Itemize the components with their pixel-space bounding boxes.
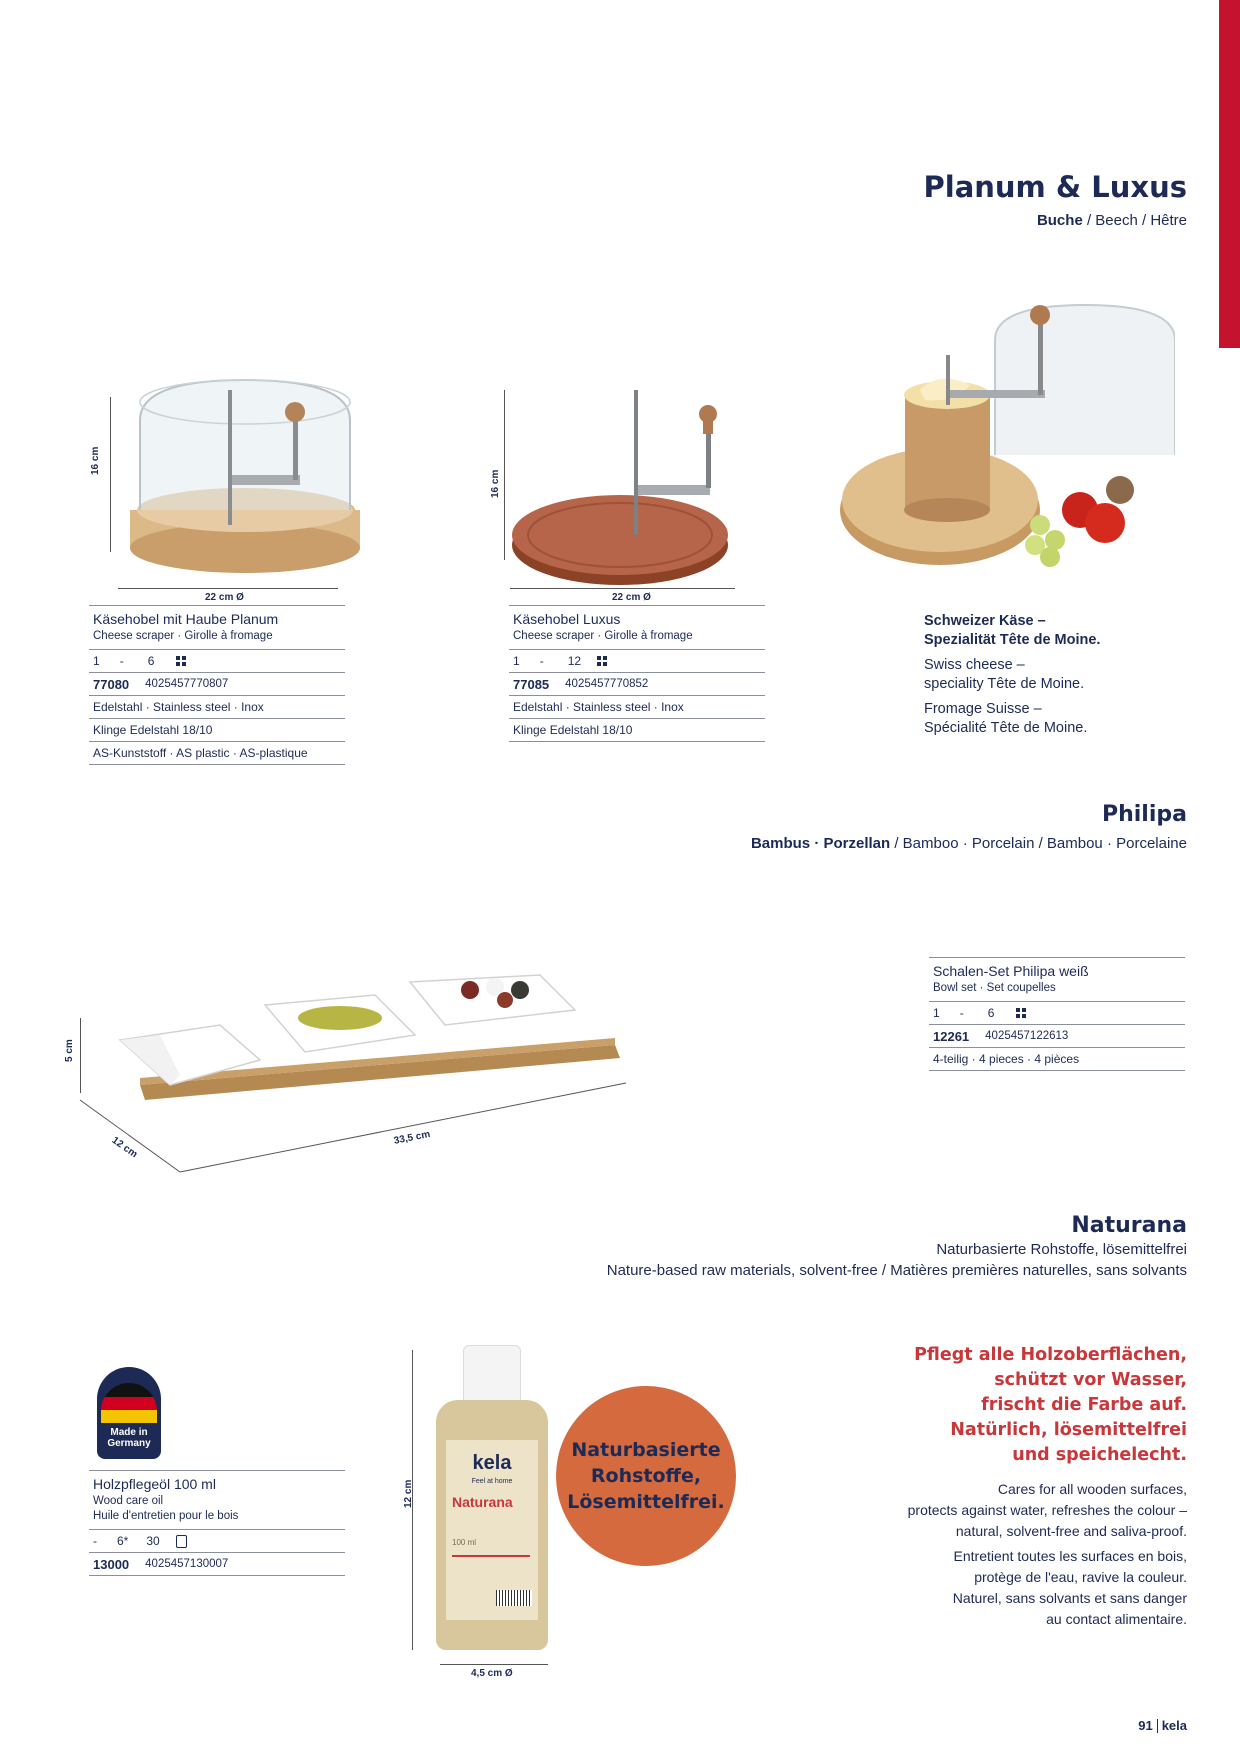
ean-code: 4025457770852: [565, 678, 649, 690]
product-title: Käsehobel Luxus: [509, 605, 765, 629]
spec-material: Edelstahl · Stainless steel · Inox: [93, 700, 264, 714]
ean-code: 4025457130007: [145, 1558, 229, 1570]
note-de-line1: Schweizer Käse –: [924, 613, 1046, 629]
footer-brand-logo: kela: [1161, 1718, 1187, 1733]
product-title: Schalen-Set Philipa weiß: [929, 957, 1185, 981]
dimension-width-naturana: 4,5 cm Ø: [471, 1668, 513, 1679]
dimension-height-philipa: 5 cm: [64, 1039, 75, 1062]
page-footer: [1138, 1718, 1187, 1733]
bottle-name: Naturana: [452, 1494, 513, 1510]
dimension-width-planum: 22 cm Ø: [205, 592, 244, 603]
material-rest: / Beech / Hêtre: [1082, 212, 1187, 229]
dimension-height-luxus: 16 cm: [490, 469, 501, 498]
article-row: [89, 1552, 345, 1576]
qty-min: 1: [933, 1006, 940, 1020]
claim-line: Naturel, sans solvants et sans danger: [952, 1590, 1187, 1606]
article-number: 77085: [513, 676, 550, 692]
qty-min: -: [93, 1534, 97, 1548]
note-en-line2: speciality Tête de Moine.: [924, 676, 1085, 692]
spec-plastic: AS-Kunststoff · AS plastic · AS-plastique: [93, 746, 308, 760]
dimension-width-luxus: 22 cm Ø: [612, 592, 651, 603]
quantity-row: [89, 649, 345, 672]
product-card-naturana: [89, 1470, 345, 1576]
section-subtitle-philipa: [751, 835, 1187, 852]
qty-separator: -: [119, 654, 124, 668]
section-subtitle-planum: [1037, 212, 1187, 229]
material-primary: Bambus · Porzellan: [750, 835, 891, 852]
spec-row: [929, 1047, 1185, 1071]
material-rest: / Bamboo · Porcelain / Bambou · Porcelaine: [890, 835, 1187, 852]
dimension-depth-philipa: 12 cm: [109, 1135, 140, 1161]
product-card-luxus: [509, 605, 765, 742]
claims-en: [908, 1479, 1187, 1542]
note-de-line2: Spezialität Tête de Moine.: [924, 632, 1101, 648]
dimension-height-planum: 16 cm: [90, 446, 101, 475]
qty-separator: -: [539, 654, 544, 668]
qty-min: 1: [93, 654, 100, 668]
quantity-row: [929, 1001, 1185, 1024]
product-title: Käsehobel mit Haube Planum: [89, 605, 345, 629]
product-card-planum: [89, 605, 345, 765]
section-title-planum: Planum & Luxus: [923, 170, 1187, 204]
claim-line: frischt die Farbe auf.: [981, 1395, 1187, 1415]
article-row: [509, 672, 765, 695]
qty-pack: 12: [567, 654, 582, 668]
qty-pack: 6: [147, 654, 155, 668]
claims-fr: [953, 1546, 1187, 1630]
product-desc-fr: Huile d'entretien pour le bois: [93, 1510, 239, 1522]
material-primary: Buche: [1036, 212, 1083, 229]
claim-line: protège de l'eau, ravive la couleur.: [974, 1569, 1187, 1585]
bottle-volume: 100 ml: [452, 1538, 477, 1547]
made-in-line1: Made in: [110, 1427, 148, 1438]
article-number: 13000: [93, 1556, 130, 1572]
spec-row: [89, 718, 345, 741]
spec-pieces: 4-teilig · 4 pieces · 4 pièces: [933, 1052, 1080, 1066]
product-desc: Cheese scraper · Girolle à fromage: [93, 630, 273, 642]
product-image-tete-de-moine: [840, 295, 1175, 585]
claim-line: natural, solvent-free and saliva-proof.: [955, 1523, 1187, 1539]
spec-blade: Klinge Edelstahl 18/10: [93, 723, 213, 737]
bottle-label: [446, 1440, 538, 1620]
ean-code: 4025457122613: [985, 1030, 1069, 1042]
claim-line: Pflegt alle Holzoberflächen,: [914, 1345, 1187, 1365]
qty-pack: 30: [146, 1534, 160, 1548]
claim-line: protects against water, refreshes the colour –: [907, 1502, 1187, 1518]
carton-icon: [1016, 1008, 1026, 1018]
spec-material: Edelstahl · Stainless steel · Inox: [513, 700, 684, 714]
note-fr-line1: Fromage Suisse –: [924, 701, 1042, 717]
bottle-tagline: Feel at home: [471, 1478, 513, 1485]
edge-tab-marker: [1219, 0, 1240, 348]
qty-pack: 6: [987, 1006, 995, 1020]
bottle-pack-icon: [176, 1535, 187, 1548]
spec-row: [89, 695, 345, 718]
product-image-naturana: [436, 1400, 548, 1650]
claim-line: Entretient toutes les surfaces en bois,: [953, 1548, 1187, 1564]
made-in-line2: Germany: [107, 1438, 151, 1449]
product-card-philipa: [929, 957, 1185, 1071]
qty-separator: -: [959, 1006, 964, 1020]
badge-line3: Lösemittelfrei.: [567, 1491, 725, 1513]
badge-line2: Rohstoffe,: [590, 1465, 702, 1487]
section-subtitle-naturana-en-fr: Nature-based raw materials, solvent-free / Matières premières naturelles, sans solvants: [606, 1262, 1187, 1279]
dimension-lines-philipa: [76, 1080, 636, 1180]
germany-flag-icon: [101, 1383, 157, 1423]
product-desc: Bowl set · Set coupelles: [933, 982, 1056, 994]
article-number: 77080: [93, 676, 130, 692]
page-number: 91: [1138, 1718, 1153, 1733]
ean-code: 4025457770807: [145, 678, 229, 690]
made-in-germany-badge: [97, 1367, 161, 1459]
spec-row: [509, 718, 765, 742]
claim-line: schützt vor Wasser,: [994, 1370, 1187, 1390]
carton-icon: [597, 656, 607, 666]
product-desc: Cheese scraper · Girolle à fromage: [513, 630, 693, 642]
carton-icon: [176, 656, 186, 666]
section-title-naturana: Naturana: [1071, 1213, 1187, 1238]
natural-badge: [556, 1386, 736, 1566]
product-title: Holzpflegeöl 100 ml: [89, 1470, 345, 1494]
bottle-brand: kela: [472, 1452, 512, 1474]
claim-line: und speichelecht.: [1012, 1445, 1187, 1465]
spec-row: [509, 695, 765, 718]
barcode-icon: [496, 1590, 532, 1606]
section-title-philipa: Philipa: [1101, 802, 1187, 827]
claim-line: au contact alimentaire.: [1046, 1611, 1187, 1627]
product-image-planum: [80, 360, 370, 600]
badge-line1: Naturbasierte: [571, 1439, 721, 1461]
claim-line: Cares for all wooden surfaces,: [997, 1481, 1187, 1497]
spec-row: [89, 741, 345, 765]
dimension-length-philipa: 33,5 cm: [393, 1128, 432, 1147]
claims-de: [914, 1343, 1187, 1468]
article-number: 12261: [933, 1028, 970, 1044]
product-desc-en: Wood care oil: [93, 1495, 164, 1507]
bottle-cap: [463, 1345, 521, 1405]
spec-blade: Klinge Edelstahl 18/10: [513, 723, 633, 737]
note-fr-line2: Spécialité Tête de Moine.: [924, 720, 1088, 736]
qty-min: 1: [513, 654, 520, 668]
cheese-note: [924, 612, 1100, 738]
section-subtitle-naturana-de: Naturbasierte Rohstoffe, lösemittelfrei: [936, 1241, 1187, 1258]
product-image-luxus: [510, 380, 770, 590]
dimension-height-naturana: 12 cm: [403, 1479, 414, 1508]
note-en-line1: Swiss cheese –: [924, 657, 1025, 673]
quantity-row: [89, 1529, 345, 1552]
article-row: [929, 1024, 1185, 1047]
article-row: [89, 672, 345, 695]
quantity-row: [509, 649, 765, 672]
claim-line: Natürlich, lösemittelfrei: [950, 1420, 1187, 1440]
qty-mid: 6*: [117, 1534, 129, 1548]
